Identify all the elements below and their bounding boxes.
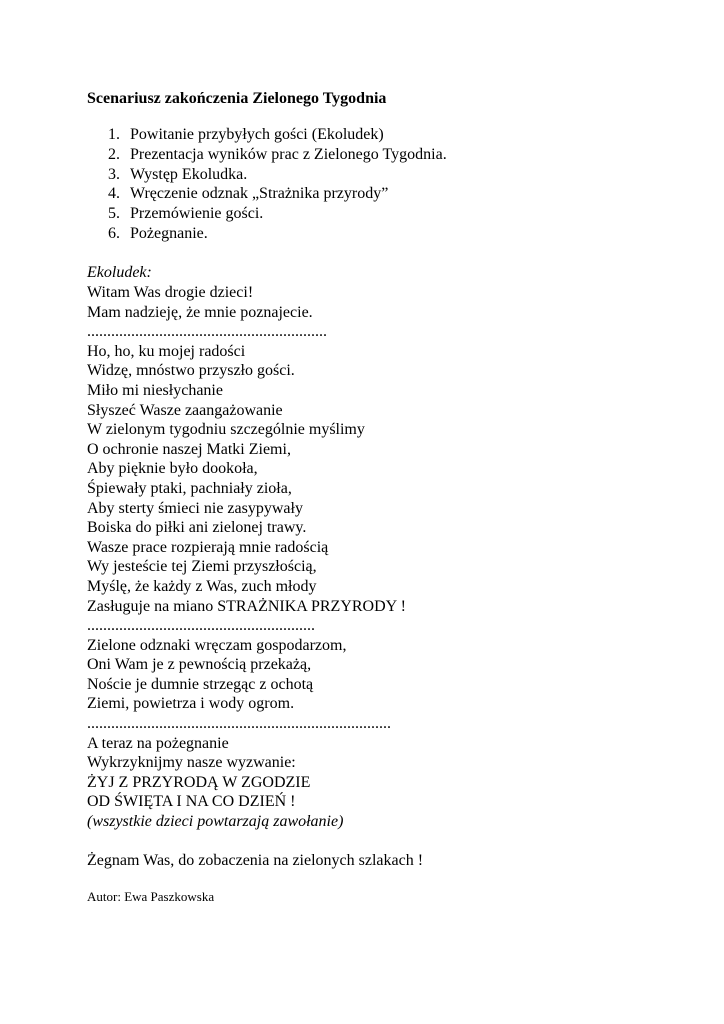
agenda-number: 4. — [108, 185, 120, 203]
poem-line: Miło mi niesłychanie — [87, 381, 223, 399]
poem-line: Śpiewały ptaki, pachniały zioła, — [87, 479, 292, 497]
closing-line: Żegnam Was, do zobaczenia na zielonych szlakach ! — [87, 852, 424, 869]
poem-line: W zielonym tygodniu szczególnie myślimy — [87, 421, 365, 439]
poem-line: Wy jesteście tej Ziemi przyszłością, — [87, 558, 317, 576]
poem-line: A teraz na pożegnanie — [87, 734, 229, 752]
agenda-text: Przemówienie gości. — [130, 205, 264, 223]
agenda-text: Wręczenie odznak „Strażnika przyrody” — [130, 185, 389, 203]
agenda-number: 2. — [108, 145, 120, 163]
agenda-text: Powitanie przybyłych gości (Ekoludek) — [130, 126, 384, 143]
agenda-item — [108, 204, 447, 224]
agenda-text: Prezentacja wyników prac z Zielonego Tygodnia. — [130, 145, 447, 163]
agenda-item — [108, 145, 447, 165]
poem-line: Boiska do piłki ani zielonej trawy. — [87, 519, 307, 537]
chant-line: OD ŚWIĘTA I NA CO DZIEŃ ! — [87, 793, 296, 811]
agenda-number: 5. — [108, 205, 120, 223]
agenda-number: 1. — [108, 126, 120, 143]
poem-body — [87, 283, 406, 832]
author-credit: Autor: Ewa Paszkowska — [87, 889, 215, 904]
dotted-separator: ............................................................................ — [87, 715, 391, 733]
speaker-name: Ekoludek: — [87, 264, 152, 281]
poem-line: Aby pięknie było dookoła, — [87, 460, 258, 478]
chant-line: ŻYJ Z PRZYRODĄ W ZGODZIE — [87, 773, 311, 791]
poem-line: Zasługuje na miano STRAŻNIKA PRZYRODY ! — [87, 597, 406, 615]
poem-line: Wykrzyknijmy nasze wyzwanie: — [87, 754, 296, 772]
poem-line: Witam Was drogie dzieci! — [87, 284, 254, 301]
poem-line: Słyszeć Wasze zaangażowanie — [87, 401, 283, 419]
poem-line: Ho, ho, ku mojej radości — [87, 342, 246, 360]
dotted-separator: ......................................................... — [87, 617, 315, 635]
poem-line: Ziemi, powietrza i wody ogrom. — [87, 695, 295, 713]
agenda-text: Występ Ekoludka. — [130, 165, 248, 183]
agenda-text: Pożegnanie. — [130, 224, 208, 242]
poem-line: Myślę, że każdy z Was, zuch młody — [87, 577, 317, 595]
poem-line: Wasze prace rozpierają mnie radością — [87, 538, 329, 556]
poem-line: Zielone odznaki wręczam gospodarzom, — [87, 636, 347, 654]
dotted-separator: ............................................................ — [87, 323, 327, 341]
agenda-item — [108, 165, 447, 185]
stage-direction: (wszystkie dzieci powtarzają zawołanie) — [87, 813, 344, 831]
agenda-list — [108, 125, 447, 244]
agenda-item — [108, 125, 447, 145]
agenda-number: 6. — [108, 224, 120, 242]
poem-line: Oni Wam je z pewnością przekażą, — [87, 656, 312, 674]
poem-line: Aby sterty śmieci nie zasypywały — [87, 499, 303, 517]
poem-line: Noście je dumnie strzegąc z ochotą — [87, 675, 314, 693]
agenda-item — [108, 184, 447, 204]
poem-line: Widzę, mnóstwo przyszło gości. — [87, 362, 295, 380]
agenda-number: 3. — [108, 165, 120, 183]
agenda-item — [108, 224, 447, 244]
poem-line: O ochronie naszej Matki Ziemi, — [87, 440, 291, 458]
document-title: Scenariusz zakończenia Zielonego Tygodnia — [87, 90, 387, 107]
poem-line: Mam nadzieję, że mnie poznajecie. — [87, 303, 313, 321]
